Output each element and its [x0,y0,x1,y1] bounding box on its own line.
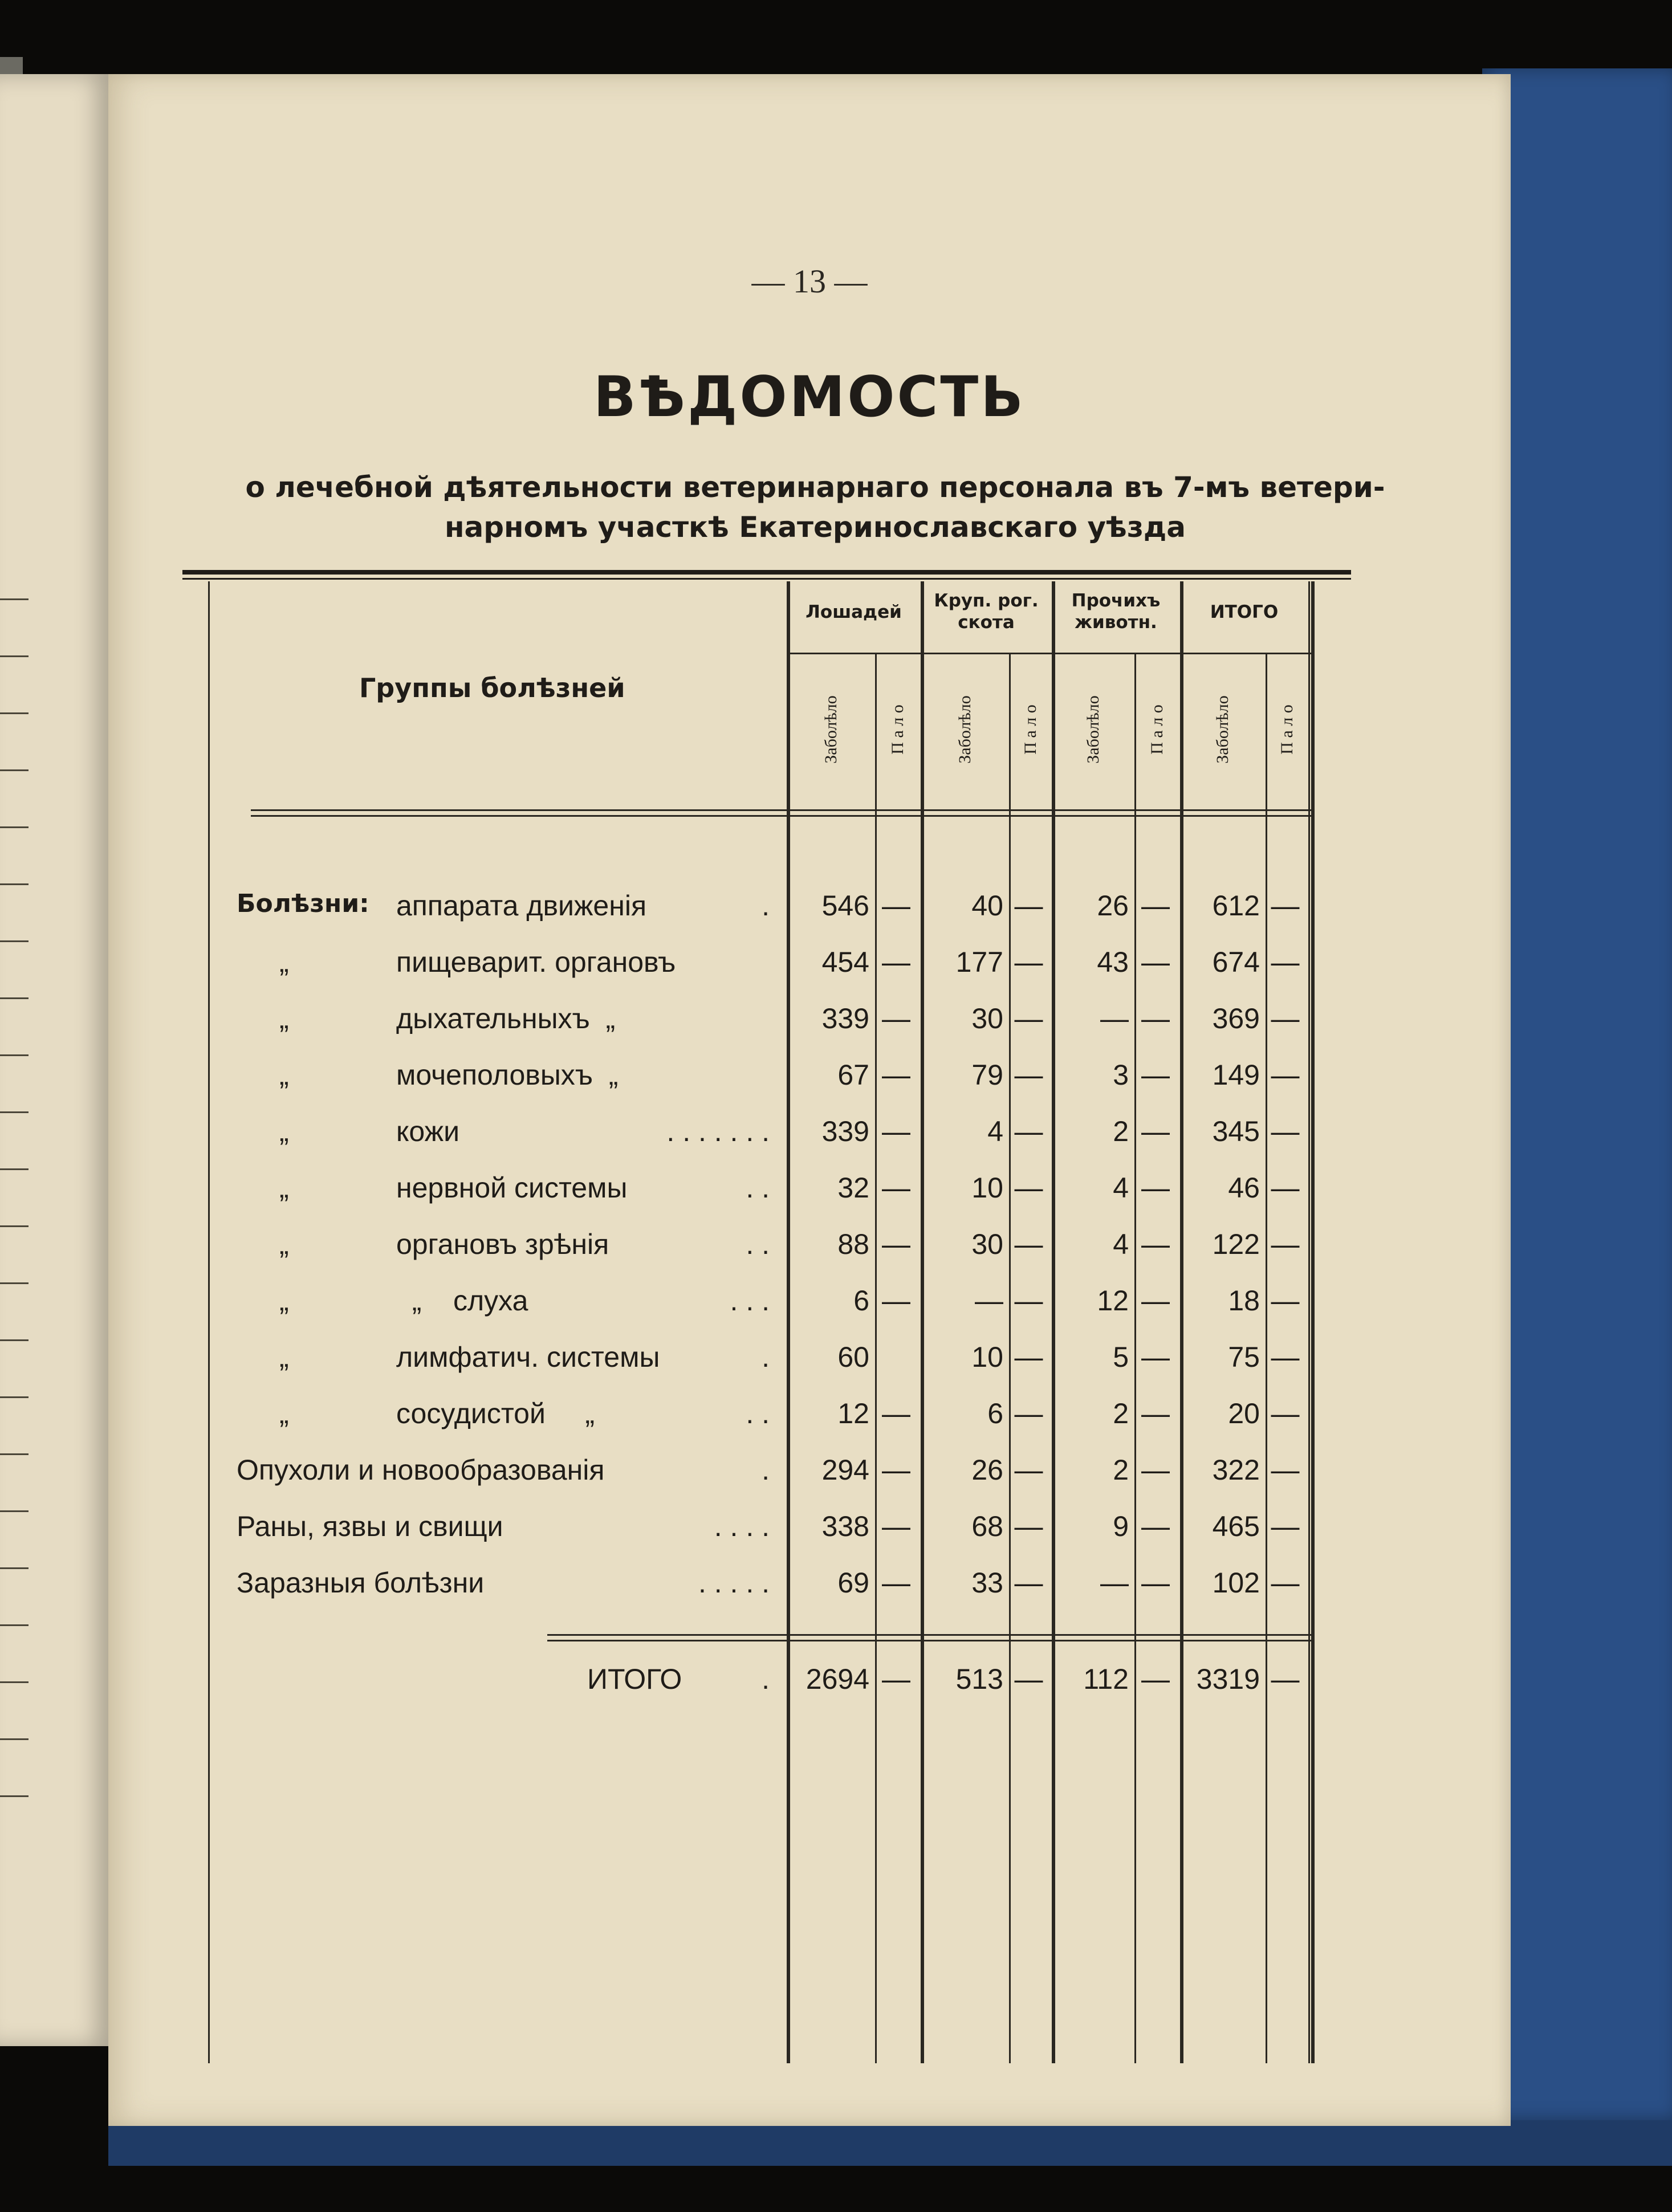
table-value-cell: — [1271,1285,1300,1317]
table-value-cell: 26 [1097,890,1129,922]
subtitle-line-2: нарномъ участкѣ Екатеринославскаго уѣзда [444,511,1186,544]
table-value-cell: — [1141,1115,1170,1147]
table-value-cell: 32 [837,1172,869,1204]
column-group-header: ИТОГО [1210,602,1279,622]
table-value-cell: 88 [837,1228,869,1260]
column-group-header: Прочихъ животн. [1071,590,1161,633]
sub-column-header: Заболѣло [821,695,840,764]
table-value-cell: — [1014,1172,1043,1204]
page-number: — 13 — [751,263,868,300]
document-title: ВѢДОМОСТЬ [593,365,1026,430]
group-header-divider [787,653,1311,654]
row-label: дыхательныхъ „ [396,1003,616,1034]
table-column-divider [1009,653,1011,2063]
left-page-rule [0,1339,29,1341]
row-prefix: Болѣзни: [237,889,369,918]
table-value-cell: — [882,1228,910,1260]
left-page-rule [0,1738,29,1740]
table-value-cell: — [882,1398,910,1429]
table-value-cell: — [1014,1454,1043,1486]
left-page-rule [0,712,29,714]
table-value-cell: 3 [1113,1059,1129,1091]
table-value-cell: 454 [821,946,869,978]
total-value-cell: 112 [1083,1663,1129,1695]
table-value-cell: — [1141,1510,1170,1542]
row-prefix: „ [279,1003,289,1034]
table-value-cell: 30 [971,1228,1003,1260]
sub-column-header: П а л о [888,704,907,755]
row-label: мочеполовыхъ „ [396,1059,619,1091]
left-page-rule [0,1396,29,1398]
table-column-divider [1308,581,1310,2063]
table-value-cell: — [882,1003,910,1034]
table-value-cell: 4 [1113,1172,1129,1204]
table-value-cell: 10 [971,1172,1003,1204]
table-value-cell: — [1100,1003,1129,1034]
table-value-cell: — [1271,1228,1300,1260]
table-value-cell: — [1271,1454,1300,1486]
row-label: „ слуха [396,1285,528,1317]
total-value-cell: — [882,1663,910,1695]
table-value-cell: — [1141,1172,1170,1204]
table-column-divider [1180,581,1183,2063]
left-page-rule [0,1624,29,1626]
table-value-cell: 79 [971,1059,1003,1091]
table-value-cell: — [1014,1003,1043,1034]
table-value-cell: 294 [821,1454,869,1486]
table-value-cell: — [1271,1510,1300,1542]
left-page-rule [0,1168,29,1170]
table-value-cell: 674 [1212,946,1260,978]
table-value-cell: 75 [1228,1341,1260,1373]
left-page-rule [0,655,29,657]
row-label: пищеварит. органовъ [396,946,676,978]
subtitle-line-1: о лечебной дѣятельности ветеринарнаго персонала въ 7-мъ ветери- [245,471,1385,504]
table-value-cell: 177 [955,946,1003,978]
sub-column-header: П а л о [1148,704,1166,755]
total-value-cell: 513 [955,1663,1003,1695]
table-value-cell: 69 [837,1567,869,1599]
table-value-cell: — [1014,1510,1043,1542]
table-value-cell: 9 [1113,1510,1129,1542]
table-value-cell: — [1014,946,1043,978]
table-value-cell: 12 [837,1398,869,1429]
table-column-divider [1134,653,1136,2063]
table-value-cell: — [882,1115,910,1147]
table-value-cell: 465 [1212,1510,1260,1542]
table-value-cell: — [1271,1172,1300,1204]
table-value-cell: — [1014,1059,1043,1091]
table-value-cell: — [1141,1228,1170,1260]
table-value-cell: — [1014,890,1043,922]
table-column-divider [787,581,790,2063]
left-page-rule [0,1795,29,1797]
table-value-cell: — [882,890,910,922]
header-bottom-rule [251,809,1311,811]
table-value-cell: 322 [1212,1454,1260,1486]
row-leader-dots: . . . . . [698,1567,770,1599]
total-label: ИТОГО [587,1663,682,1695]
table-value-cell: — [1271,1398,1300,1429]
groups-of-diseases-header: Группы болѣзней [359,673,625,703]
table-value-cell: 68 [971,1510,1003,1542]
table-value-cell: 2 [1113,1454,1129,1486]
sub-column-header: Заболѣло [1213,695,1232,764]
table-value-cell: 33 [971,1567,1003,1599]
row-prefix: „ [279,946,289,978]
left-page-rule [0,997,29,999]
table-value-cell: 345 [1212,1115,1260,1147]
table-value-cell: — [1141,1454,1170,1486]
row-leader-dots: . . [746,1228,770,1260]
table-value-cell: — [1271,1567,1300,1599]
row-prefix: „ [279,1228,289,1260]
table-value-cell: — [882,1510,910,1542]
table-value-cell: 612 [1212,890,1260,922]
left-page-rule [0,1111,29,1113]
row-label: Опухоли и новообразованія [237,1454,605,1486]
row-prefix: „ [279,1285,289,1317]
total-value-cell: — [1014,1663,1043,1695]
table-value-cell: — [882,1454,910,1486]
table-value-cell: 67 [837,1059,869,1091]
table-value-cell: 546 [821,890,869,922]
table-value-cell: — [882,1285,910,1317]
table-value-cell: 102 [1212,1567,1260,1599]
row-leader-dots: . [762,1341,770,1373]
row-label: органовъ зрѣнія [396,1228,609,1260]
row-leader-dots: . . . . [714,1510,770,1542]
table-value-cell: — [1141,1003,1170,1034]
table-left-border [208,581,210,2063]
table-column-divider [1266,653,1267,2063]
table-value-cell: — [1271,1059,1300,1091]
table-value-cell: — [882,1172,910,1204]
sub-column-header: П а л о [1277,704,1296,755]
table-column-divider [921,581,924,2063]
table-value-cell: — [1271,1341,1300,1373]
document-page [108,74,1511,2126]
row-label: аппарата движенія [396,890,647,922]
table-top-rule-thin [182,578,1351,580]
table-value-cell: 10 [971,1341,1003,1373]
table-value-cell: — [1141,1567,1170,1599]
table-value-cell: 46 [1228,1172,1260,1204]
total-value-cell: — [1141,1663,1170,1695]
table-value-cell: 122 [1212,1228,1260,1260]
table-value-cell: 20 [1228,1398,1260,1429]
table-value-cell: 4 [1113,1228,1129,1260]
table-value-cell: 18 [1228,1285,1260,1317]
table-value-cell: — [1141,890,1170,922]
table-value-cell: — [975,1285,1003,1317]
table-value-cell: — [882,1059,910,1091]
left-page-edge [0,74,117,2046]
total-separator-rule-2 [547,1640,1314,1641]
table-value-cell: 5 [1113,1341,1129,1373]
table-value-cell: — [1141,1059,1170,1091]
table-value-cell: — [1271,890,1300,922]
row-prefix: „ [279,1172,289,1204]
table-value-cell: — [1100,1567,1129,1599]
table-value-cell: 60 [837,1341,869,1373]
table-value-cell: — [1141,946,1170,978]
total-value-cell: 3319 [1196,1663,1260,1695]
row-leader-dots: . . [746,1172,770,1204]
header-bottom-rule-2 [251,815,1311,817]
left-page-rule [0,1282,29,1284]
left-page-rule [0,1453,29,1455]
sub-column-header: Заболѣло [1083,695,1103,764]
table-column-divider [1052,581,1055,2063]
table-value-cell: 43 [1097,946,1129,978]
table-value-cell: — [1141,1398,1170,1429]
total-separator-rule [547,1634,1314,1636]
table-value-cell: — [1141,1285,1170,1317]
book-cover-bottom [108,2120,1672,2166]
row-leader-dots: . [762,890,770,922]
table-value-cell: — [1014,1341,1043,1373]
row-prefix: „ [279,1341,289,1373]
table-value-cell: — [1014,1285,1043,1317]
column-group-header: Лошадей [806,602,902,622]
table-value-cell: — [1271,946,1300,978]
table-value-cell: — [882,946,910,978]
row-label: Заразныя болѣзни [237,1567,485,1599]
left-page-rule [0,940,29,942]
row-label: нервной системы [396,1172,628,1204]
table-value-cell: — [882,1567,910,1599]
table-value-cell: 149 [1212,1059,1260,1091]
left-page-rule [0,883,29,885]
sub-column-header: П а л о [1020,704,1040,755]
row-label: сосудистой „ [396,1398,595,1429]
table-value-cell: — [1141,1341,1170,1373]
row-prefix: „ [279,1059,289,1091]
table-value-cell: 2 [1113,1115,1129,1147]
left-page-rule [0,1225,29,1227]
table-value-cell: — [1014,1228,1043,1260]
table-value-cell: — [1271,1003,1300,1034]
total-value-cell: — [1271,1663,1300,1695]
table-value-cell: 4 [987,1115,1003,1147]
row-label: Раны, язвы и свищи [237,1510,503,1542]
row-label: кожи [396,1115,460,1147]
table-value-cell: — [1271,1115,1300,1147]
table-value-cell: 339 [821,1003,869,1034]
left-page-rule [0,826,29,828]
table-value-cell: — [1014,1567,1043,1599]
row-leader-dots: . [762,1663,770,1695]
left-page-rule [0,598,29,600]
table-value-cell: — [1014,1398,1043,1429]
table-value-cell: 30 [971,1003,1003,1034]
table-value-cell: 40 [971,890,1003,922]
row-label: лимфатич. системы [396,1341,660,1373]
table-value-cell: 6 [987,1398,1003,1429]
row-leader-dots: . . . [730,1285,770,1317]
total-value-cell: 2694 [806,1663,869,1695]
table-column-divider [875,653,877,2063]
table-value-cell: 6 [853,1285,869,1317]
table-value-cell: — [1014,1115,1043,1147]
column-group-header: Круп. рог. скота [934,590,1039,633]
document-subtitle [222,467,1408,547]
left-page-rule [0,1681,29,1683]
left-page-rule [0,1567,29,1569]
table-value-cell: 369 [1212,1003,1260,1034]
row-prefix: „ [279,1115,289,1147]
left-page-rule [0,769,29,771]
table-value-cell: 26 [971,1454,1003,1486]
left-page-rule [0,1510,29,1512]
table-value-cell: 338 [821,1510,869,1542]
table-value-cell: 12 [1097,1285,1129,1317]
sub-column-header: Заболѣло [955,695,974,764]
left-page-rule [0,1054,29,1056]
table-value-cell: 2 [1113,1398,1129,1429]
row-leader-dots: . [762,1454,770,1486]
row-leader-dots: . . [746,1398,770,1429]
row-prefix: „ [279,1398,289,1429]
table-top-rule [182,570,1351,575]
row-leader-dots: . . . . . . . [666,1115,770,1147]
table-value-cell: 339 [821,1115,869,1147]
table-right-border [1311,581,1315,2063]
